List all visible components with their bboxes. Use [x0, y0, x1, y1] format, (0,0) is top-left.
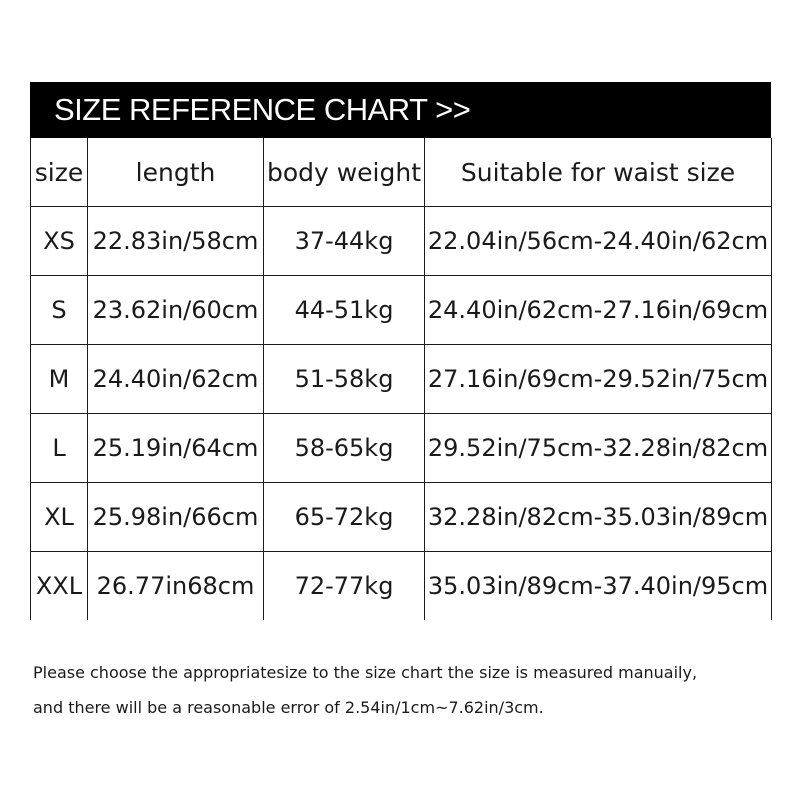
column-header-length: length	[88, 138, 264, 207]
body-weight-cell: 37-44kg	[264, 207, 425, 276]
waist-size-cell: 32.28in/82cm-35.03in/89cm	[425, 483, 772, 552]
size-cell: XL	[31, 483, 88, 552]
chart-title: SIZE REFERENCE CHART >>	[30, 82, 771, 138]
table-header-row	[31, 138, 772, 207]
table-row	[31, 483, 772, 552]
body-weight-cell: 65-72kg	[264, 483, 425, 552]
table-row	[31, 414, 772, 483]
note-line: and there will be a reasonable error of 2.54in/1cm~7.62in/3cm.	[33, 698, 544, 717]
body-weight-cell: 51-58kg	[264, 345, 425, 414]
column-header-size: size	[31, 138, 88, 207]
table-row	[31, 345, 772, 414]
body-weight-cell: 72-77kg	[264, 552, 425, 621]
table-row	[31, 276, 772, 345]
size-chart	[30, 82, 771, 620]
size-cell: XXL	[31, 552, 88, 621]
size-cell: XS	[31, 207, 88, 276]
waist-size-cell: 22.04in/56cm-24.40in/62cm	[425, 207, 772, 276]
length-cell: 25.98in/66cm	[88, 483, 264, 552]
body-weight-cell: 44-51kg	[264, 276, 425, 345]
length-cell: 22.83in/58cm	[88, 207, 264, 276]
length-cell: 25.19in/64cm	[88, 414, 264, 483]
waist-size-cell: 24.40in/62cm-27.16in/69cm	[425, 276, 772, 345]
size-cell: L	[31, 414, 88, 483]
waist-size-cell: 29.52in/75cm-32.28in/82cm	[425, 414, 772, 483]
table-row	[31, 552, 772, 621]
body-weight-cell: 58-65kg	[264, 414, 425, 483]
column-header-waist-size: Suitable for waist size	[425, 138, 772, 207]
size-cell: S	[31, 276, 88, 345]
size-cell: M	[31, 345, 88, 414]
size-table	[30, 138, 772, 620]
waist-size-cell: 35.03in/89cm-37.40in/95cm	[425, 552, 772, 621]
length-cell: 23.62in/60cm	[88, 276, 264, 345]
length-cell: 24.40in/62cm	[88, 345, 264, 414]
table-row	[31, 207, 772, 276]
waist-size-cell: 27.16in/69cm-29.52in/75cm	[425, 345, 772, 414]
column-header-body-weight: body weight	[264, 138, 425, 207]
note-line: Please choose the appropriatesize to the size chart the size is measured manuaily,	[33, 663, 698, 682]
measurement-note	[33, 655, 778, 725]
length-cell: 26.77in68cm	[88, 552, 264, 621]
